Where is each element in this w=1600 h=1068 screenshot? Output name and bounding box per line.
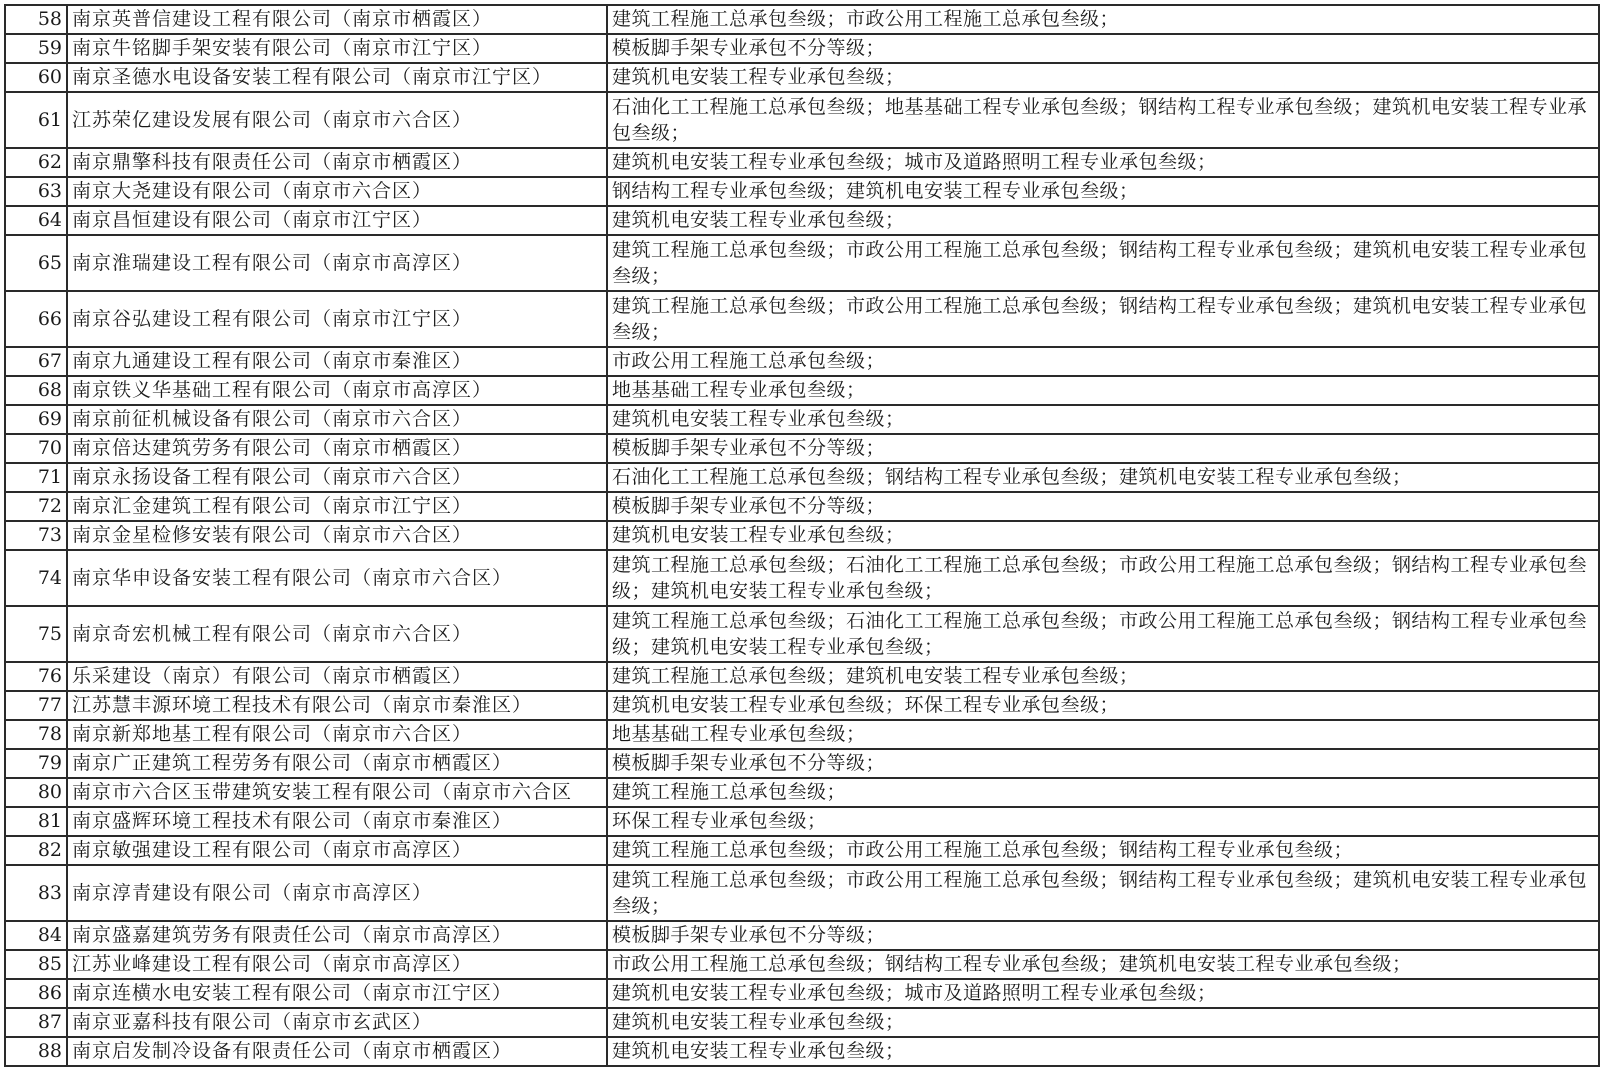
- qualification-text: 建筑工程施工总承包叁级；石油化工工程施工总承包叁级；市政公用工程施工总承包叁级；钢结构工程专业承包叁级；建筑机电安装工程专业承包叁级；: [607, 550, 1599, 606]
- qualification-text: 建筑机电安装工程专业承包叁级；: [607, 206, 1599, 235]
- row-number: 71: [5, 463, 67, 492]
- qualification-text: 建筑机电安装工程专业承包叁级；: [607, 405, 1599, 434]
- company-name: 南京铁义华基础工程有限公司（南京市高淳区）: [67, 376, 607, 405]
- company-name: 南京牛铭脚手架安装有限公司（南京市江宁区）: [67, 34, 607, 63]
- table-row: [5, 1037, 1599, 1066]
- row-number: 83: [5, 865, 67, 921]
- company-name: 南京谷弘建设工程有限公司（南京市江宁区）: [67, 291, 607, 347]
- company-name: 南京广正建筑工程劳务有限公司（南京市栖霞区）: [67, 749, 607, 778]
- table-row: [5, 434, 1599, 463]
- qualification-text: 建筑机电安装工程专业承包叁级；城市及道路照明工程专业承包叁级；: [607, 979, 1599, 1008]
- table-row: [5, 662, 1599, 691]
- table-row: [5, 492, 1599, 521]
- company-name: 南京淮瑞建设工程有限公司（南京市高淳区）: [67, 235, 607, 291]
- row-number: 81: [5, 807, 67, 836]
- company-name: 南京敏强建设工程有限公司（南京市高淳区）: [67, 836, 607, 865]
- qualification-text: 模板脚手架专业承包不分等级；: [607, 749, 1599, 778]
- company-name: 南京英普信建设工程有限公司（南京市栖霞区）: [67, 5, 607, 34]
- row-number: 72: [5, 492, 67, 521]
- qualification-text: 模板脚手架专业承包不分等级；: [607, 492, 1599, 521]
- table-row: [5, 778, 1599, 807]
- row-number: 63: [5, 177, 67, 206]
- row-number: 73: [5, 521, 67, 550]
- company-name: 南京奇宏机械工程有限公司（南京市六合区）: [67, 606, 607, 662]
- qualification-text: 模板脚手架专业承包不分等级；: [607, 921, 1599, 950]
- table-row: [5, 979, 1599, 1008]
- table-row: [5, 921, 1599, 950]
- table-row: [5, 291, 1599, 347]
- company-name: 南京华申设备安装工程有限公司（南京市六合区）: [67, 550, 607, 606]
- row-number: 84: [5, 921, 67, 950]
- row-number: 66: [5, 291, 67, 347]
- row-number: 69: [5, 405, 67, 434]
- company-name: 南京市六合区玉带建筑安装工程有限公司（南京市六合区: [67, 778, 607, 807]
- qualification-text: 市政公用工程施工总承包叁级；: [607, 347, 1599, 376]
- table-row: [5, 206, 1599, 235]
- company-name: 南京淳青建设有限公司（南京市高淳区）: [67, 865, 607, 921]
- qualification-text: 建筑机电安装工程专业承包叁级；: [607, 1008, 1599, 1037]
- row-number: 79: [5, 749, 67, 778]
- qualification-text: 建筑工程施工总承包叁级；市政公用工程施工总承包叁级；钢结构工程专业承包叁级；建筑机电安装工程专业承包叁级；: [607, 235, 1599, 291]
- qualification-text: 建筑机电安装工程专业承包叁级；: [607, 63, 1599, 92]
- company-name: 南京盛嘉建筑劳务有限责任公司（南京市高淳区）: [67, 921, 607, 950]
- row-number: 59: [5, 34, 67, 63]
- table-row: [5, 1008, 1599, 1037]
- table-row: [5, 235, 1599, 291]
- table-row: [5, 405, 1599, 434]
- qualification-text: 建筑工程施工总承包叁级；建筑机电安装工程专业承包叁级；: [607, 662, 1599, 691]
- table-row: [5, 865, 1599, 921]
- row-number: 61: [5, 92, 67, 148]
- qualification-text: 地基基础工程专业承包叁级；: [607, 720, 1599, 749]
- row-number: 67: [5, 347, 67, 376]
- row-number: 65: [5, 235, 67, 291]
- table-row: [5, 720, 1599, 749]
- qualification-text: 石油化工工程施工总承包叁级；钢结构工程专业承包叁级；建筑机电安装工程专业承包叁级；: [607, 463, 1599, 492]
- table-row: [5, 5, 1599, 34]
- company-name: 南京金星检修安装有限公司（南京市六合区）: [67, 521, 607, 550]
- qualification-text: 石油化工工程施工总承包叁级；地基基础工程专业承包叁级；钢结构工程专业承包叁级；建筑机电安装工程专业承包叁级；: [607, 92, 1599, 148]
- row-number: 76: [5, 662, 67, 691]
- company-name: 南京鼎擎科技有限责任公司（南京市栖霞区）: [67, 148, 607, 177]
- qualification-text: 模板脚手架专业承包不分等级；: [607, 34, 1599, 63]
- qualification-text: 建筑工程施工总承包叁级；石油化工工程施工总承包叁级；市政公用工程施工总承包叁级；钢结构工程专业承包叁级；建筑机电安装工程专业承包叁级；: [607, 606, 1599, 662]
- table-row: [5, 34, 1599, 63]
- qualification-text: 建筑工程施工总承包叁级；市政公用工程施工总承包叁级；钢结构工程专业承包叁级；: [607, 836, 1599, 865]
- company-name: 江苏慧丰源环境工程技术有限公司（南京市秦淮区）: [67, 691, 607, 720]
- table-row: [5, 550, 1599, 606]
- table-row: [5, 92, 1599, 148]
- company-name: 南京汇金建筑工程有限公司（南京市江宁区）: [67, 492, 607, 521]
- table-row: [5, 836, 1599, 865]
- row-number: 74: [5, 550, 67, 606]
- row-number: 88: [5, 1037, 67, 1066]
- table-body: [5, 5, 1599, 1066]
- row-number: 77: [5, 691, 67, 720]
- row-number: 86: [5, 979, 67, 1008]
- row-number: 85: [5, 950, 67, 979]
- qualification-text: 建筑工程施工总承包叁级；市政公用工程施工总承包叁级；钢结构工程专业承包叁级；建筑机电安装工程专业承包叁级；: [607, 865, 1599, 921]
- qualification-table: [4, 4, 1600, 1067]
- row-number: 78: [5, 720, 67, 749]
- table-row: [5, 691, 1599, 720]
- qualification-text: 建筑工程施工总承包叁级；: [607, 778, 1599, 807]
- table-row: [5, 347, 1599, 376]
- qualification-text: 模板脚手架专业承包不分等级；: [607, 434, 1599, 463]
- row-number: 64: [5, 206, 67, 235]
- table-row: [5, 148, 1599, 177]
- company-name: 南京前征机械设备有限公司（南京市六合区）: [67, 405, 607, 434]
- table-row: [5, 376, 1599, 405]
- row-number: 70: [5, 434, 67, 463]
- company-name: 南京昌恒建设有限公司（南京市江宁区）: [67, 206, 607, 235]
- qualification-text: 建筑机电安装工程专业承包叁级；环保工程专业承包叁级；: [607, 691, 1599, 720]
- table-row: [5, 749, 1599, 778]
- row-number: 68: [5, 376, 67, 405]
- qualification-text: 建筑机电安装工程专业承包叁级；城市及道路照明工程专业承包叁级；: [607, 148, 1599, 177]
- company-name: 南京连横水电安装工程有限公司（南京市江宁区）: [67, 979, 607, 1008]
- company-name: 南京圣德水电设备安装工程有限公司（南京市江宁区）: [67, 63, 607, 92]
- company-name: 南京倍达建筑劳务有限公司（南京市栖霞区）: [67, 434, 607, 463]
- company-name: 南京大尧建设有限公司（南京市六合区）: [67, 177, 607, 206]
- table-row: [5, 807, 1599, 836]
- table-row: [5, 177, 1599, 206]
- qualification-text: 环保工程专业承包叁级；: [607, 807, 1599, 836]
- qualification-text: 建筑机电安装工程专业承包叁级；: [607, 521, 1599, 550]
- qualification-text: 建筑工程施工总承包叁级；市政公用工程施工总承包叁级；钢结构工程专业承包叁级；建筑机电安装工程专业承包叁级；: [607, 291, 1599, 347]
- row-number: 75: [5, 606, 67, 662]
- qualification-text: 建筑机电安装工程专业承包叁级；: [607, 1037, 1599, 1066]
- row-number: 87: [5, 1008, 67, 1037]
- qualification-text: 建筑工程施工总承包叁级；市政公用工程施工总承包叁级；: [607, 5, 1599, 34]
- qualification-text: 地基基础工程专业承包叁级；: [607, 376, 1599, 405]
- table-row: [5, 521, 1599, 550]
- company-name: 南京永扬设备工程有限公司（南京市六合区）: [67, 463, 607, 492]
- company-name: 南京新郑地基工程有限公司（南京市六合区）: [67, 720, 607, 749]
- row-number: 60: [5, 63, 67, 92]
- company-name: 乐采建设（南京）有限公司（南京市栖霞区）: [67, 662, 607, 691]
- company-name: 南京启发制冷设备有限责任公司（南京市栖霞区）: [67, 1037, 607, 1066]
- company-name: 南京盛辉环境工程技术有限公司（南京市秦淮区）: [67, 807, 607, 836]
- row-number: 80: [5, 778, 67, 807]
- table-row: [5, 606, 1599, 662]
- row-number: 62: [5, 148, 67, 177]
- qualification-text: 市政公用工程施工总承包叁级；钢结构工程专业承包叁级；建筑机电安装工程专业承包叁级；: [607, 950, 1599, 979]
- row-number: 58: [5, 5, 67, 34]
- company-name: 南京九通建设工程有限公司（南京市秦淮区）: [67, 347, 607, 376]
- company-name: 江苏业峰建设工程有限公司（南京市高淳区）: [67, 950, 607, 979]
- row-number: 82: [5, 836, 67, 865]
- table-row: [5, 950, 1599, 979]
- table-row: [5, 63, 1599, 92]
- company-name: 江苏荣亿建设发展有限公司（南京市六合区）: [67, 92, 607, 148]
- company-name: 南京亚嘉科技有限公司（南京市玄武区）: [67, 1008, 607, 1037]
- table-row: [5, 463, 1599, 492]
- qualification-text: 钢结构工程专业承包叁级；建筑机电安装工程专业承包叁级；: [607, 177, 1599, 206]
